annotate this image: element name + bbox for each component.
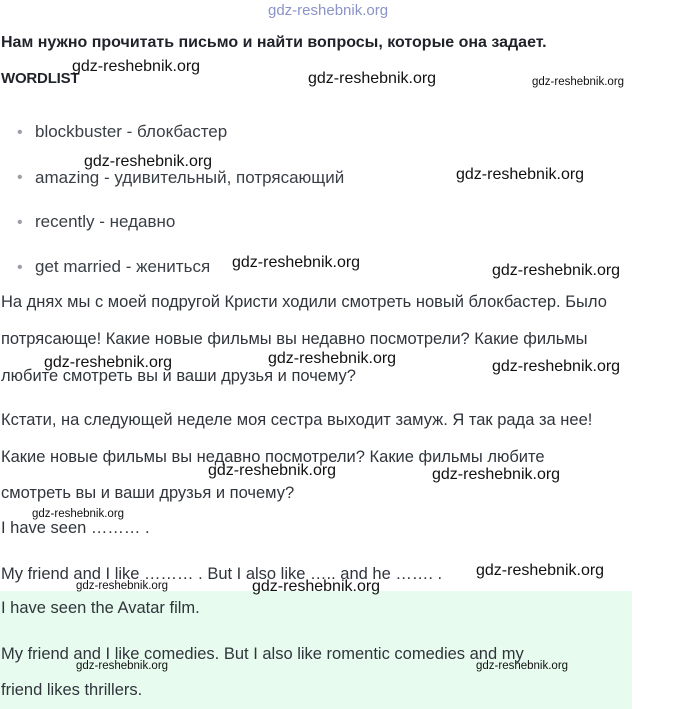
watermark: gdz-reshebnik.org [252, 578, 381, 595]
bullet-icon: • [17, 214, 23, 231]
template-line: I have seen ……… . [1, 519, 150, 537]
question-line: смотреть вы и ваши друзья и почему? [1, 484, 295, 502]
wordlist-item: recently - недавно [35, 212, 176, 231]
wordlist-item: blockbuster - блокбастер [35, 122, 228, 141]
wordlist-item: get married - жениться [35, 257, 211, 276]
template-line: My friend and I like ……… . But I also like ….. and he ……. . [1, 565, 443, 583]
watermark: gdz-reshebnik.org [44, 354, 173, 371]
answer-line: friend likes thrillers. [1, 681, 143, 699]
watermark: gdz-reshebnik.org [476, 562, 605, 579]
answer-line: My friend and I like comedies. But I also like romentic comedies and my [1, 645, 524, 663]
bullet-icon: • [17, 169, 23, 186]
letter-line: любите смотреть вы и ваши друзья и почему? [1, 367, 356, 385]
letter-line: Кстати, на следующей неделе моя сестра выходит замуж. Я так рада за нее! [1, 411, 593, 429]
bullet-icon: • [17, 124, 23, 141]
watermark: gdz-reshebnik.org [84, 153, 213, 170]
watermark: gdz-reshebnik.org [32, 508, 125, 520]
letter-line: потрясающе! Какие новые фильмы вы недавно посмотрели? Какие фильмы [1, 330, 588, 348]
watermark: gdz-reshebnik.org [532, 76, 625, 88]
task-heading: Нам нужно прочитать письмо и найти вопросы, которые она задает. [1, 34, 547, 51]
watermark: gdz-reshebnik.org [432, 466, 561, 483]
watermark: gdz-reshebnik.org [72, 58, 201, 75]
bullet-icon: • [17, 259, 23, 276]
watermark: gdz-reshebnik.org [492, 358, 621, 375]
watermark: gdz-reshebnik.org [492, 262, 621, 279]
letter-line: На днях мы с моей подругой Кристи ходили смотреть новый блокбастер. Было [1, 293, 607, 311]
watermark: gdz-reshebnik.org [456, 166, 585, 183]
answer-line: I have seen the Avatar film. [1, 599, 200, 617]
watermark: gdz-reshebnik.org [208, 462, 337, 479]
watermark: gdz-reshebnik.org [268, 350, 397, 367]
watermark: gdz-reshebnik.org [232, 254, 361, 271]
watermark: gdz-reshebnik.org [308, 70, 437, 87]
watermark: gdz-reshebnik.org [476, 660, 569, 672]
wordlist-item: amazing - удивительный, потрясающий [35, 168, 345, 187]
wordlist-title: WORDLIST [1, 70, 80, 87]
watermark: gdz-reshebnik.org [76, 660, 169, 672]
watermark: gdz-reshebnik.org [76, 580, 169, 592]
question-line: Какие новые фильмы вы недавно посмотрели? Какие фильмы любите [1, 448, 545, 466]
watermark-top: gdz-reshebnik.org [268, 2, 389, 19]
